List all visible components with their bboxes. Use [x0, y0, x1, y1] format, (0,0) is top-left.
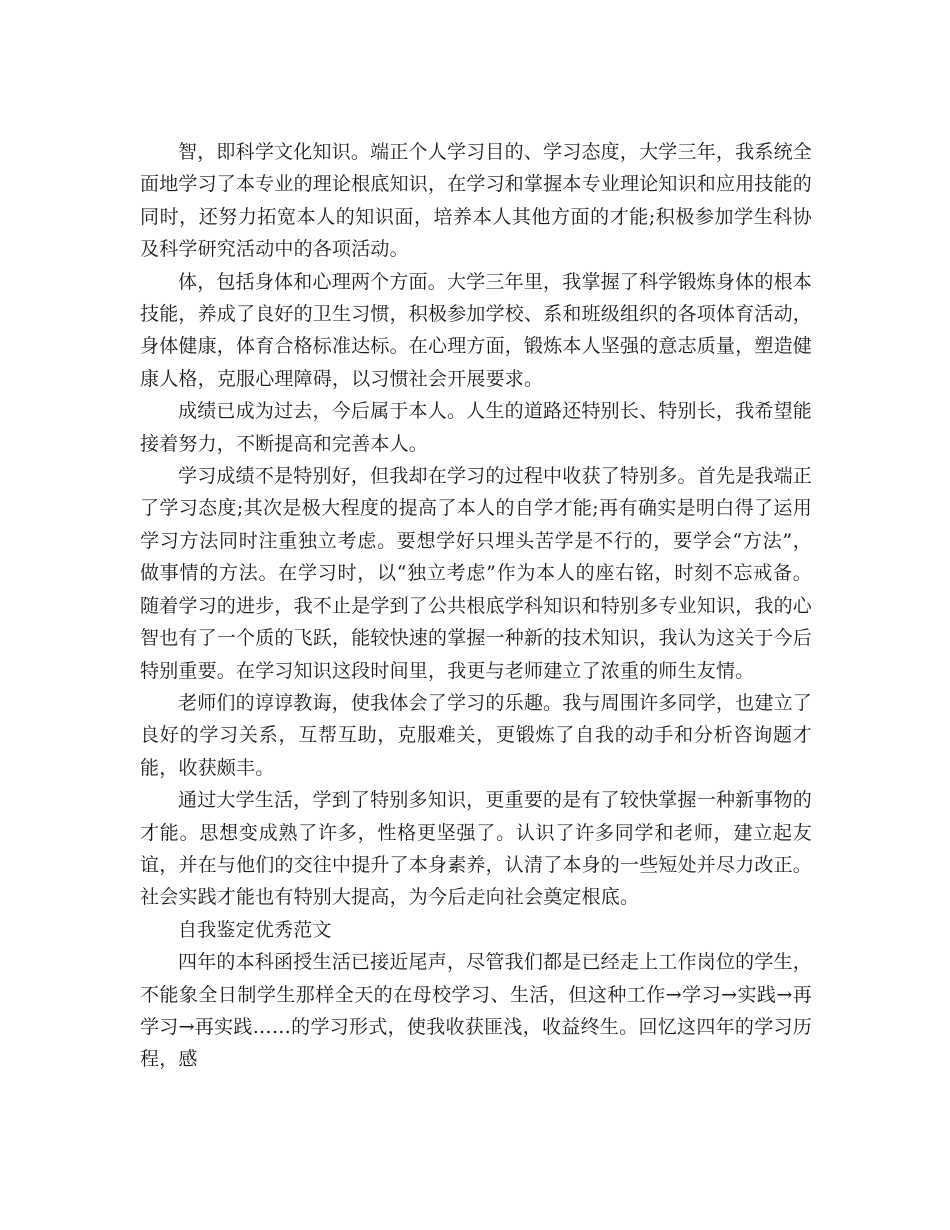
- paragraph-study-gains: 学习成绩不是特别好，但我却在学习的过程中收获了特别多。首先是我端正了学习态度;其次是极大程度的提高了本人的自学才能;再有确实是明白得了运用学习方法同时注重独立考虑。要想学好只埋头苦学是不行的，要学会“方法”，做事情的方法。在学习时，以“独立考虑”作为本人的座右铭，时刻不忘戒备。随着学习的进步，我不止是学到了公共根底学科知识和特别多专业知识，我的心智也有了一个质的飞跃，能较快速的掌握一种新的技术知识，我认为这关于今后特别重要。在学习知识这段时间里，我更与老师建立了浓重的师生友情。: [140, 465, 813, 682]
- paragraph-teachers: 老师们的谆谆教诲，使我体会了学习的乐趣。我与周围许多同学，也建立了良好的学习关系，互帮互助，克服难关，更锻炼了自我的动手和分析咨询题才能，收获颇丰。: [140, 691, 812, 779]
- paragraph-correspondence-study: 四年的本科函授生活已接近尾声，尽管我们都是已经走上工作岗位的学生，不能象全日制学生那样全天的在母校学习、生活，但这种工作→学习→实践→再学习→再实践……的学习形式，使我收获匪浅，收益终生。回忆这四年的学习历程，感: [140, 951, 812, 1071]
- section-heading: 自我鉴定优秀范文: [178, 918, 332, 941]
- paragraph-physical: 体，包括身体和心理两个方面。大学三年里，我掌握了科学锻炼身体的根本技能，养成了良好的卫生习惯，积极参加学校、系和班级组织的各项体育活动，身体健康，体育合格标准达标。在心理方面，锻炼本人坚强的意志质量，塑造健康人格，克服心理障碍，以习惯社会开展要求。: [140, 270, 813, 390]
- paragraph-university-life: 通过大学生活，学到了特别多知识，更重要的是有了较快掌握一种新事物的才能。思想变成熟了许多，性格更坚强了。认识了许多同学和老师，建立起友谊，并在与他们的交往中提升了本身素养，认清了本身的一些短处并尽力改正。社会实践才能也有特别大提高，为今后走向社会奠定根底。: [140, 789, 813, 909]
- paragraph-future: 成绩已成为过去，今后属于本人。人生的道路还特别长、特别长，我希望能接着努力，不断提高和完善本人。: [140, 400, 812, 455]
- paragraph-intellect: 智，即科学文化知识。端正个人学习目的、学习态度，大学三年，我系统全面地学习了本专业的理论根底知识，在学习和掌握本专业理论知识和应用技能的同时，还努力拓宽本人的知识面，培养本人其他方面的才能;积极参加学生科协及科学研究活动中的各项活动。: [140, 141, 813, 261]
- document-page: [140, 136, 812, 1076]
